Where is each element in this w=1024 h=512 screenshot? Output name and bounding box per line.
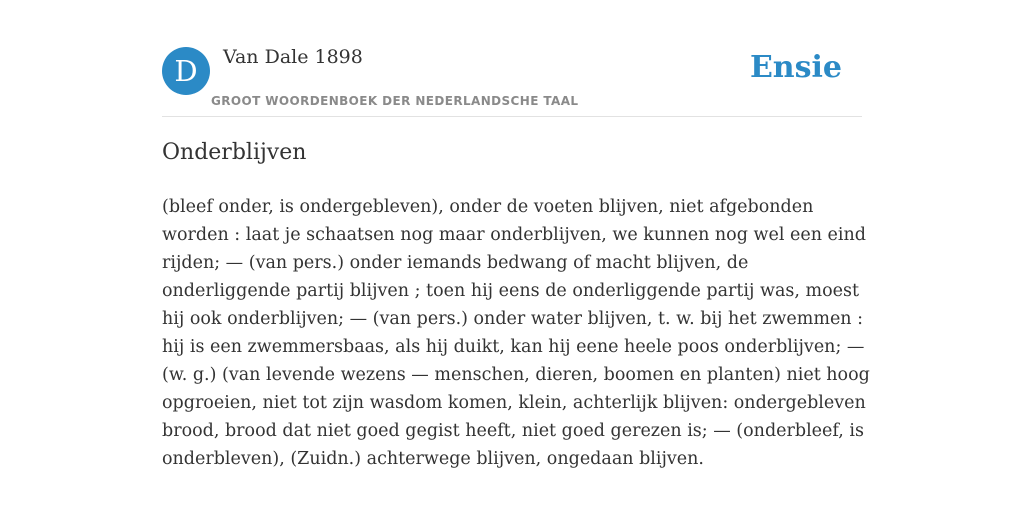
ensie-logo[interactable]: Ensie [749,50,842,85]
source-header [162,44,862,117]
source-title[interactable]: Van Dale 1898 [223,46,363,68]
source-avatar[interactable]: D [162,47,210,95]
entry-headword: Onderblijven [162,140,307,165]
source-subtitle: GROOT WOORDENBOEK DER NEDERLANDSCHE TAAL [211,94,579,108]
entry-definition: (bleef onder, is ondergebleven), onder de voeten blijven, niet afgebonden worden : laat je schaatsen nog maar onderblijven, we kunnen nog wel een eind rijden; — (van pers.) onder iemands bedwang of macht blijven, de onderliggende partij blijven ; toen hij eens de onderliggende partij was, moest hij ook onderblijven; — (van pers.) onder water blijven, t. w. bij het zwemmen : hij is een zwemmersbaas, als hij duikt, kan hij eene heele poos onderblijven; — (w. g.) (van levende wezens — menschen, dieren, boomen en planten) niet hoog opgroeien, niet tot zijn wasdom komen, klein, achterlijk blijven: ondergebleven brood, brood dat niet goed gegist heeft, niet goed gerezen is; — (onderbleef, is onderbleven), (Zuidn.) achterwege blijven, ongedaan blijven. [162,197,870,469]
